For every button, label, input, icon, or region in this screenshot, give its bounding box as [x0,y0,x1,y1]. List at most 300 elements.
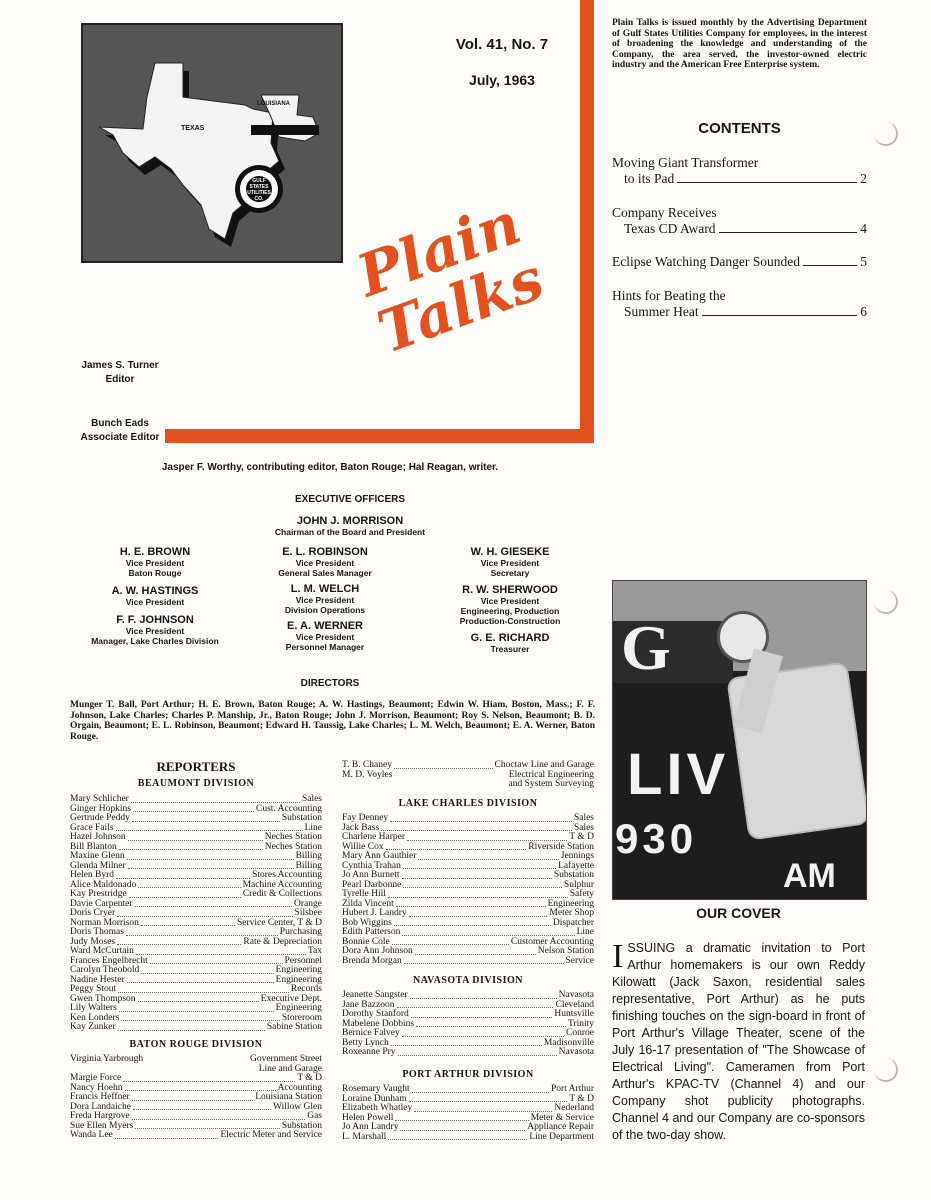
reporter-location: Conroe [566,1028,594,1038]
reporter-location: Navasota [558,1047,594,1057]
leader-dots [126,935,278,936]
leader-dots [390,821,572,822]
reporter-name: Doris Cryer [70,908,116,918]
reporter-name: Margie Force [70,1073,122,1083]
officer-title: Vice President [125,597,185,607]
baton-rouge-reporters-list [70,1055,322,1141]
reporter-name: Judy Moses [70,936,116,947]
toc-page-number: 6 [860,304,867,319]
officer-name: H. E. BROWN [119,546,191,558]
associate-editor-name: Bunch Eads [91,418,149,429]
gsu-map-logo [81,23,343,263]
toc-item-subtitle: Summer Heat [624,304,699,319]
reporter-location: Huntsville [554,1009,594,1019]
reporter-name: Jo Ann Burnett [342,870,400,880]
reporter-location: Accounting [277,1082,322,1093]
reporter-name: Cynthia Trahan [342,860,401,871]
leader-dots [118,1030,265,1031]
reporter-location: Substation [281,1120,322,1131]
leader-dots [118,992,289,993]
reporter-location: Billing [295,851,322,861]
gsu-logo-text: GULF STATES UTILITIES CO. [247,178,271,202]
reporter-location: Line [576,927,594,937]
officer-title: Production-Construction [459,616,561,626]
reporter-location: Madisonville [543,1037,594,1048]
directors-heading: DIRECTORS [300,678,360,689]
reporter-name: Nancy Hoehn [70,1082,123,1093]
reporter-name: Zilda Vincent [342,898,394,909]
leader-dots [138,887,240,888]
list-item [342,1133,594,1143]
reporter-name: Kay Zunker [70,1022,116,1032]
leader-dots [141,925,235,926]
reporter-location: Personnel [284,955,322,966]
reporter-location: Service [565,955,594,966]
reporter-location: Safety [569,889,594,899]
reporter-name: Bob Wiggins [342,917,392,928]
marquee-am: AM [783,857,836,895]
list-item [342,814,594,824]
reporter-location: Line [304,822,322,833]
executive-officers-heading: EXECUTIVE OFFICERS [294,494,405,505]
reporter-location: Substation [281,813,322,823]
reporter-name: Brenda Morgan [342,955,402,966]
leader-dots [412,1092,549,1093]
reporter-name: Betty Lynch [342,1037,389,1048]
leader-dots [396,906,546,907]
reporter-location: Electrical Engineering [508,769,594,780]
reporter-name: Nadine Hester [70,974,125,985]
leader-dots [404,963,564,964]
leader-dots [129,897,241,898]
toc-item[interactable] [612,155,867,187]
toc-page-number: 4 [860,221,867,236]
reporter-name: Glenda Milner [70,860,126,871]
toc-leader [677,182,857,183]
officer-title: General Sales Manager [278,568,372,578]
reporter-location: Records [290,984,322,994]
reporter-location: Lafayette [558,860,594,871]
officer [245,620,405,652]
reporter-location: Rate & Depreciation [243,936,322,947]
reporter-location: Sales [301,794,322,804]
editor-name: James S. Turner [81,360,159,371]
officer-title: Vice President [125,558,185,568]
reporter-location: and System Surveying [508,779,594,789]
cover-caption [612,940,865,1144]
list-item [342,1048,594,1058]
reporter-location: Line and Garage [258,1063,322,1074]
officer-title: Vice President [480,596,540,606]
reporter-location: Electric Meter and Service [220,1130,322,1140]
contributors-line: Jasper F. Worthy, contributing editor, Baton Rouge; Hal Reagan, writer. [161,462,499,473]
reporter-location: Substation [553,870,594,880]
leader-dots [121,1020,280,1021]
reporter-name: Mabelene Dobbins [342,1018,415,1029]
officer-name: E. A. WERNER [287,620,363,632]
reporter-name: Jo Ann Landry [342,1122,399,1132]
reporter-name: Pearl Darbonne [342,879,402,890]
baton-rouge-division-heading: BATON ROUGE DIVISION [129,1039,263,1050]
reporter-name: Dora Ann Johnson [342,946,413,956]
chairman-title: Chairman of the Board and President [274,527,426,537]
toc-item[interactable] [612,205,867,237]
leader-dots [141,973,273,974]
leader-dots [132,821,280,822]
reporter-name: Hubert J. Landry [342,908,407,918]
toc-item-subtitle: Texas CD Award [624,221,716,236]
toc-item-subtitle: to its Pad [624,171,675,186]
officer [430,584,590,626]
reporter-location: Engineering [547,898,594,909]
reporter-location: Neches Station [264,841,322,852]
reporter-name: Ward McCurtain [70,946,134,956]
reporter-name: Freda Hargrove [70,1111,130,1121]
reporter-location: Line Department [529,1131,594,1142]
leader-dots [392,944,509,945]
reporters-heading: REPORTERS [156,759,236,774]
reporter-name: Rosemary Vaught [342,1084,410,1094]
leader-dots [403,868,556,869]
reporter-location: Louisiana Station [255,1092,322,1102]
binder-hole-mark [874,590,898,614]
reporter-location: Riverside Station [528,841,594,852]
leader-dots [135,1128,280,1129]
leader-dots [403,887,562,888]
map-label-texas: TEXAS [181,125,205,132]
leader-dots [127,859,294,860]
toc-item-title: Moving Giant Transformer [612,155,759,170]
toc-leader [702,315,858,316]
leader-dots [414,1111,552,1112]
reporter-location: Meter Shop [549,908,594,918]
leader-dots [125,1090,276,1091]
reporter-location: Engineering [275,1003,322,1013]
masthead-orange-bar-bottom [165,429,594,443]
leader-dots [132,1119,306,1120]
reporter-location: Service Center, T & D [236,917,322,928]
beaumont-reporters-list [70,795,322,1033]
list-item [342,957,594,967]
officer [430,546,590,578]
officers-column-left [80,546,230,646]
reporter-location: Sulphur [563,879,594,890]
issue-date: July, 1963 [469,72,535,88]
sign-letter: G [621,612,671,683]
lake-charles-reporters-list [342,814,594,966]
reporter-location: Gas [307,1111,322,1121]
reporter-name: Elizabeth Whatley [342,1103,413,1113]
officer [430,632,590,654]
toc-page-number: 2 [860,171,867,186]
reporter-location: Meter & Service [530,1112,594,1123]
reporter-name: Mary Ann Gauthier [342,851,417,861]
leader-dots [119,1011,274,1012]
officer [80,585,230,607]
reporter-location: Jennings [560,851,594,861]
reporter-name: Bonnie Cole [342,936,390,947]
officer-title: Vice President [295,595,355,605]
reporter-location: Trinity [567,1018,594,1029]
reporter-name: Grace Fails [70,822,114,833]
reporter-location: Tax [307,946,322,956]
reporter-location: Cleveland [555,999,594,1010]
reporter-location: Nelson Station [537,946,594,956]
leader-dots [407,840,567,841]
toc-leader [803,265,857,266]
port-arthur-division-heading: PORT ARTHUR DIVISION [402,1069,534,1080]
navasota-reporters-list [342,991,594,1058]
officer-name: A. W. HASTINGS [111,585,199,597]
reporter-name: Dora Landaiche [70,1101,131,1112]
reporter-location: Choctaw Line and Garage [494,760,594,770]
reporter-name: Ginger Hopkins [70,803,131,814]
reporter-name: Bill Blanton [70,841,117,852]
editor-title: Editor [105,374,135,385]
leader-dots [133,811,254,812]
reporter-name: Helen Powell [342,1112,394,1123]
editor-block [60,359,180,387]
leader-dots [132,1100,254,1101]
leader-dots [388,897,568,898]
volume-number: Vol. 41, No. 7 [455,36,549,53]
leader-dots [117,916,292,917]
reporter-name: Wanda Lee [70,1130,113,1140]
associate-editor-block [60,417,180,445]
reporter-name: Dorothy Stanford [342,1009,409,1019]
list-item [70,1131,322,1141]
reporter-name: Francis Heffner [70,1092,130,1102]
officer-title: Division Operations [284,605,366,615]
officer-name: G. E. RICHARD [470,632,550,644]
reporter-location: Engineering [275,965,322,975]
leader-dots [416,1026,566,1027]
reporter-location: Engineering [275,974,322,985]
reporter-name: Bernice Falvey [342,1028,400,1038]
reporter-name: Davie Carpenter [70,898,133,909]
toc-item[interactable] [612,288,867,320]
leader-dots [115,1138,219,1139]
reporter-name: Gertrude Peddy [70,813,130,823]
reporter-location: Machine Accounting [242,879,322,890]
reporter-name: M. D. Voyles [342,769,393,780]
officer-title: Personnel Manager [285,642,365,652]
leader-dots [400,1130,525,1131]
officer [80,546,230,578]
reporter-name: Frances Engelbrecht [70,955,148,966]
leader-dots [391,1045,542,1046]
reporter-location: Storeroom [281,1012,322,1023]
leader-dots [116,878,250,879]
reporter-location: T & D [569,832,594,842]
reporter-location: Willow Glen [273,1101,322,1112]
reporter-name: Lily Walters [70,1003,117,1013]
reporter-location: T & D [569,1093,594,1104]
reporter-name: T. B. Chaney [342,760,392,770]
leader-dots [116,830,303,831]
reporter-location: Sabine Station [266,1022,322,1032]
leader-dots [119,849,263,850]
reporter-location: T & D [297,1073,322,1083]
leader-dots [381,830,572,831]
leader-dots [418,859,558,860]
reporter-location: Sales [573,813,594,823]
officer-title: Vice President [125,626,185,636]
leader-dots [402,1036,564,1037]
officer-title: Treasurer [490,644,530,654]
reporter-location: Neches Station [264,832,322,842]
leader-dots [117,944,241,945]
leader-dots [388,1139,527,1140]
officer-title: Manager, Lake Charles Division [91,636,219,646]
officer-name: R. W. SHERWOOD [462,584,558,596]
reporter-location: Appliance Repair [527,1122,594,1132]
leader-dots [138,1001,259,1002]
leader-dots [150,963,283,964]
toc-item[interactable] [612,254,867,270]
officer [80,614,230,646]
officer-name: L. M. WELCH [290,583,360,595]
leader-dots [402,935,574,936]
reporter-location: Executive Dept. [260,993,322,1004]
cover-caption-text: SSUING a dramatic invitation to Port Arthur homemakers is our own Reddy Kilowatt (Jack Saxon, residential sales representative, Port Arthur) as he puts finishing touches on the sign-board in front of Port Arthur's Village Theater, scene of the July 16-17 presentation of "The Showcase of Electrical Living". Cameramen from Port Arthur's KPAC-TV (Channel 4) and our Company shot publicity photographs. Channel 4 and our Company are co-sponsors of the two-day show. [612,941,865,1142]
plain-talks-title [348,188,580,410]
reporter-name: Hazel Johnson [70,832,126,842]
leader-dots [131,802,300,803]
leader-dots [123,1081,295,1082]
reporter-location: Dispatcher [552,917,594,928]
reporter-name: Carolyn Theobold [70,965,140,975]
leader-dots [411,1017,553,1018]
reporter-name: Alice Maldonado [70,879,137,890]
leader-dots [136,954,306,955]
marquee-number: 930 [615,815,698,862]
list-item [342,780,594,790]
officer-title: Vice President [295,558,355,568]
reporter-location: Customer Accounting [510,936,594,947]
officer-title: Engineering, Production [460,606,560,616]
leader-dots [410,998,557,999]
leader-dots [394,768,493,769]
officer-title: Secretary [490,568,530,578]
map-label-louisiana: LOUISIANA [257,101,290,107]
binder-hole-mark [874,1058,898,1082]
reporter-name: Maxine Glenn [70,851,125,861]
officer-title: Vice President [480,558,540,568]
port-arthur-reporters-list [342,1085,594,1142]
leader-dots [394,925,551,926]
reporter-location: Orange [294,898,322,909]
reporter-location: Government Street [249,1054,322,1064]
toc-item-title: Company Receives [612,205,717,220]
leader-dots [133,1109,271,1110]
plain-talks-title-text: Plain Talks [348,188,553,367]
cover-photo [612,580,867,900]
list-item [70,1023,322,1033]
top-right-reporters-list [342,761,594,790]
officer-name: E. L. ROBINSON [282,546,368,558]
reporter-name: Jeanette Sangster [342,990,408,1000]
beaumont-division-heading: BEAUMONT DIVISION [137,778,255,789]
officer [245,583,405,615]
toc-item-title: Hints for Beating the [612,288,726,303]
reporter-name: L. Marshall [342,1131,387,1142]
reporter-location: Port Arthur [550,1084,594,1094]
publication-statement: Plain Talks is issued monthly by the Advertising Department of Gulf States Utilities Company for employees, in the interest of broadening the knowledge and understanding of the Company, the area served, the investor-owned electric industry and the American Free Enterprise system. [612,18,867,70]
leader-dots [409,916,548,917]
toc-item-title: Eclipse Watching Danger Sounded [612,254,800,269]
reporter-name: Sue Ellen Myers [70,1120,134,1131]
toc-leader [719,232,858,233]
contents-heading: CONTENTS [698,120,781,137]
binder-hole-mark [874,122,898,146]
reporter-name: Gwen Thompson [70,993,136,1004]
directors-list: Munger T. Ball, Port Arthur; H. E. Brown, Baton Rouge; A. W. Hastings, Beaumont; Edwin W. Hiam, Boston, Mass.; F. F. Johnson, Lake Charles; Charles P. Manship, Jr., Baton Rouge; John J. Morrison, Beaumont; Roy S. Nelson, Beaumont; B. D. Orgain, Beaumont; E. L. Robinson, Beaumont; Edward H. Taussig, Lake Charles; L. M. Welch, Beaumont; E. A. Werner, Baton Rouge. [70,700,595,742]
reporter-name: Helen Byrd [70,870,115,880]
leader-dots [415,954,536,955]
reporter-location: Silsbee [294,908,322,918]
drop-cap: I [612,938,624,975]
leader-dots [397,1007,554,1008]
toc-page-number: 5 [860,254,867,269]
reporter-location: Purchasing [279,927,322,937]
reporter-location: Sales [573,822,594,833]
associate-editor-title: Associate Editor [80,432,160,443]
reporter-name: Ken Londers [70,1012,120,1023]
officer-name: F. F. JOHNSON [116,614,194,626]
leader-dots [386,849,527,850]
reporter-name: Kay Prestridge [70,889,127,899]
reporter-name: Edith Patterson [342,927,401,937]
reporter-location: Navasota [558,990,594,1000]
reporter-name: Tyrelle Hill [342,889,386,899]
leader-dots [128,840,263,841]
our-cover-heading: OUR COVER [696,905,781,921]
chairman-block [230,515,470,537]
reporter-name: Roxeanne Pry [342,1047,396,1057]
reporter-location: Stores Accounting [252,870,322,880]
reporter-name: Jack Bass [342,822,380,833]
officer-name: W. H. GIESEKE [470,546,550,558]
officers-column-center [245,546,405,652]
chairman-name: JOHN J. MORRISON [296,515,404,527]
lake-charles-division-heading: LAKE CHARLES DIVISION [398,798,538,809]
leader-dots [395,1120,528,1121]
reporter-name: Willie Cox [342,841,384,852]
reporter-name: Virginia Yarbrough [70,1054,144,1064]
marquee-text: LIV [627,742,730,807]
navasota-division-heading: NAVASOTA DIVISION [413,975,523,986]
leader-dots [398,1055,557,1056]
officer-title: Baton Rouge [128,568,182,578]
leader-dots [128,868,294,869]
reporter-name: Mary Schlicher [70,794,129,804]
officer [245,546,405,578]
officer-title: Vice President [295,632,355,642]
reporter-location: Credit & Collections [242,889,322,899]
reporter-name: Peggy Stout [70,984,117,994]
leader-dots [402,878,552,879]
reporter-location: Billing [295,860,322,871]
reporter-location: Cust. Accounting [256,803,322,814]
leader-dots [135,906,293,907]
reporter-name: Fay Denney [342,813,389,823]
leader-dots [127,982,274,983]
reporter-name: Loraine Dunham [342,1093,407,1104]
leader-dots [409,1101,568,1102]
reporter-name: Norman Morrison [70,917,139,928]
reporter-name: Charlene Harper [342,832,406,842]
